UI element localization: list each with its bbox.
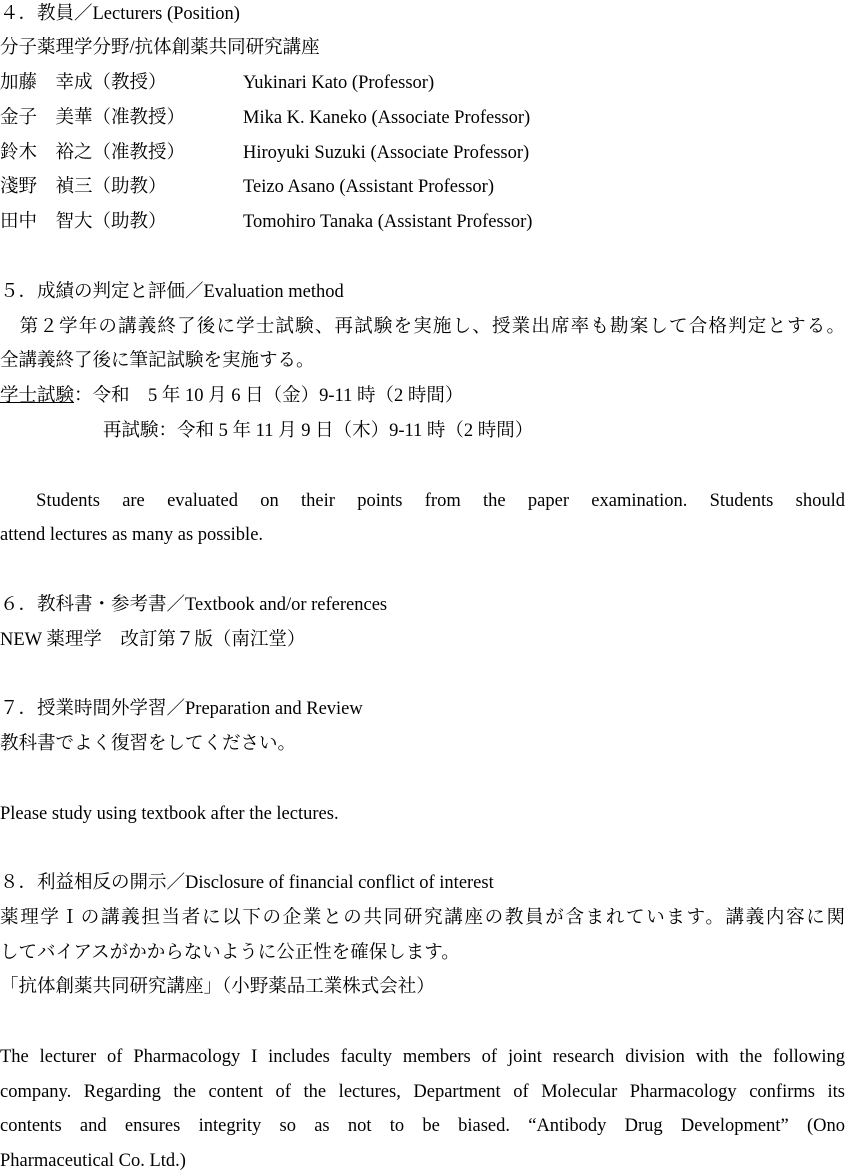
lecturer-row: [0, 210, 850, 234]
lecturer-row: [0, 71, 850, 95]
evaluation-text-en-1: Students are evaluated on their points from the paper examination. Students should: [0, 491, 845, 511]
coi-text-en-1: The lecturer of Pharmacology I includes faculty members of joint research division with the following: [0, 1047, 845, 1067]
textbook-title: NEW 薬理学 改訂第７版（南江堂）: [0, 630, 306, 650]
section-7-heading: ７．授業時間外学習／Preparation and Review: [0, 699, 363, 719]
section-6-heading: ６．教科書・参考書／Textbook and/or references: [0, 595, 388, 615]
lecturer-name-en: Tomohiro Tanaka (Assistant Professor): [243, 212, 533, 232]
coi-text-en-4: Pharmaceutical Co. Ltd.): [0, 1151, 186, 1171]
exam-date: ：令和 5 年 10 月 6 日（金）9-11 時（2 時間）: [74, 386, 464, 406]
division-name: 分子薬理学分野/抗体創薬共同研究講座: [0, 38, 320, 58]
lecturer-name-en: Hiroyuki Suzuki (Associate Professor): [243, 143, 530, 163]
coi-text-ja-2: してバイアスがかからないように公正性を確保します。: [0, 943, 460, 963]
reexam-schedule: 再試験：令和 5 年 11 月 9 日（木）9-11 時（2 時間）: [103, 421, 534, 441]
evaluation-text-en-2: attend lectures as many as possible.: [0, 525, 264, 545]
lecturer-name-ja: 淺野 禎三（助教）: [0, 177, 167, 197]
evaluation-text-ja-2: 全講義終了後に筆記試験を実施する。: [0, 351, 315, 371]
lecturer-name-en: Teizo Asano (Assistant Professor): [243, 177, 494, 197]
coi-text-en-3: contents and ensures integrity so as not to be biased. “Antibody Drug Development” (Ono: [0, 1116, 845, 1136]
coi-text-en-2: company. Regarding the content of the lectures, Department of Molecular Pharmacology confirms its: [0, 1082, 845, 1102]
lecturer-row: [0, 106, 850, 130]
lecturer-name-ja: 加藤 幸成（教授）: [0, 73, 167, 93]
lecturer-row: [0, 175, 850, 199]
lecturer-name-ja: 金子 美華（准教授）: [0, 108, 186, 128]
section-8-heading: ８．利益相反の開示／Disclosure of financial conflict of interest: [0, 873, 494, 893]
exam-label: 学士試験: [0, 386, 75, 406]
section-5-heading: ５．成績の判定と評価／Evaluation method: [0, 282, 344, 302]
section-4-heading: ４．教員／Lecturers (Position): [0, 4, 240, 24]
exam-schedule: [0, 384, 463, 408]
lecturer-name-ja: 田中 智大（助教）: [0, 212, 167, 232]
lecturer-row: [0, 141, 850, 165]
evaluation-text-ja-1: 第２学年の講義終了後に学士試験、再試験を実施し、授業出席率も勘案して合格判定とする。: [0, 317, 845, 337]
coi-text-ja-3: 「抗体創薬共同研究講座」（小野薬品工業株式会社）: [0, 977, 435, 997]
coi-text-ja-1: 薬理学Ｉの講義担当者に以下の企業との共同研究講座の教員が含まれています。講義内容に関: [0, 908, 845, 928]
lecturer-name-ja: 鈴木 裕之（准教授）: [0, 143, 186, 163]
lecturer-name-en: Mika K. Kaneko (Associate Professor): [243, 108, 531, 128]
review-text-ja: 教科書でよく復習をしてください。: [0, 734, 297, 754]
review-text-en: Please study using textbook after the lectures.: [0, 804, 339, 824]
lecturer-name-en: Yukinari Kato (Professor): [243, 73, 435, 93]
